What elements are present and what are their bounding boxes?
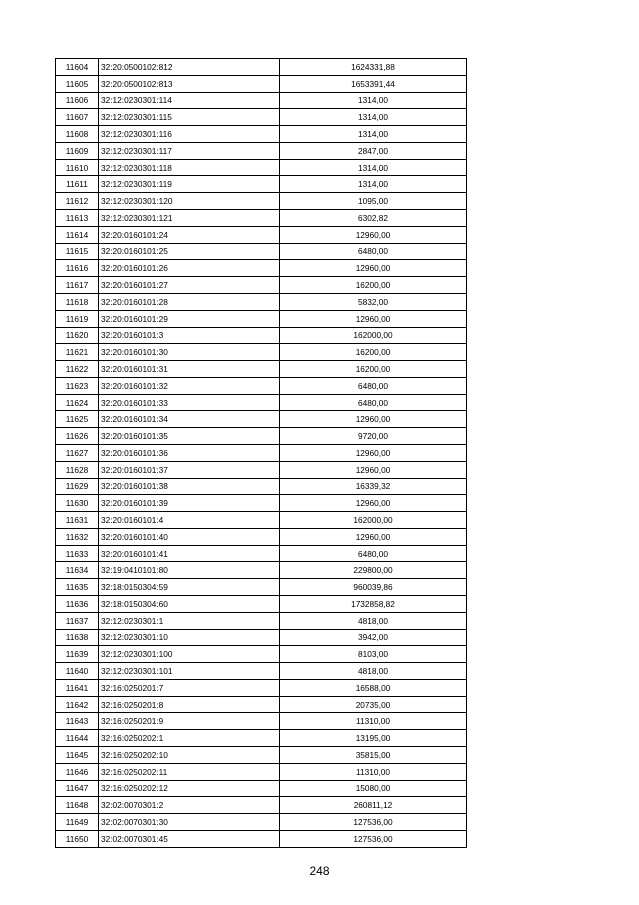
cadastral-number-cell: 32:20:0160101:41: [99, 545, 280, 562]
cadastral-value-cell: 12960,00: [280, 444, 467, 461]
table-row: [56, 780, 467, 797]
table-row: [56, 394, 467, 411]
cadastral-value-cell: 11310,00: [280, 713, 467, 730]
row-number-cell: 11622: [56, 361, 99, 378]
cadastral-value-cell: 16339,32: [280, 478, 467, 495]
cadastral-value-cell: 1624331,88: [280, 59, 467, 76]
cadastral-value-cell: 12960,00: [280, 495, 467, 512]
table-row: [56, 528, 467, 545]
table-row: [56, 512, 467, 529]
table-row: [56, 377, 467, 394]
row-number-cell: 11623: [56, 377, 99, 394]
row-number-cell: 11646: [56, 763, 99, 780]
cadastral-number-cell: 32:12:0230301:1: [99, 612, 280, 629]
row-number-cell: 11627: [56, 444, 99, 461]
cadastral-value-cell: 6480,00: [280, 243, 467, 260]
table-row: [56, 814, 467, 831]
table-row: [56, 646, 467, 663]
table-row: [56, 713, 467, 730]
row-number-cell: 11650: [56, 830, 99, 847]
row-number-cell: 11617: [56, 277, 99, 294]
row-number-cell: 11620: [56, 327, 99, 344]
table-row: [56, 495, 467, 512]
row-number-cell: 11614: [56, 226, 99, 243]
cadastral-value-cell: 1314,00: [280, 109, 467, 126]
table-row: [56, 109, 467, 126]
table-row: [56, 830, 467, 847]
cadastral-value-cell: 960039,86: [280, 579, 467, 596]
row-number-cell: 11644: [56, 730, 99, 747]
row-number-cell: 11635: [56, 579, 99, 596]
cadastral-number-cell: 32:16:0250201:8: [99, 696, 280, 713]
row-number-cell: 11634: [56, 562, 99, 579]
row-number-cell: 11609: [56, 142, 99, 159]
table-row: [56, 763, 467, 780]
cadastral-number-cell: 32:20:0160101:37: [99, 461, 280, 478]
row-number-cell: 11628: [56, 461, 99, 478]
cadastral-value-cell: 20735,00: [280, 696, 467, 713]
table-row: [56, 562, 467, 579]
cadastral-value-cell: 9720,00: [280, 428, 467, 445]
cadastral-value-cell: 35815,00: [280, 747, 467, 764]
cadastral-number-cell: 32:20:0160101:27: [99, 277, 280, 294]
table-row: [56, 411, 467, 428]
cadastral-value-cell: 16200,00: [280, 277, 467, 294]
cadastral-number-cell: 32:20:0160101:39: [99, 495, 280, 512]
table-row: [56, 92, 467, 109]
cadastral-value-cell: 1095,00: [280, 193, 467, 210]
cadastral-value-cell: 12960,00: [280, 260, 467, 277]
cadastral-number-cell: 32:12:0230301:118: [99, 159, 280, 176]
row-number-cell: 11611: [56, 176, 99, 193]
cadastral-number-cell: 32:16:0250202:12: [99, 780, 280, 797]
row-number-cell: 11640: [56, 663, 99, 680]
row-number-cell: 11645: [56, 747, 99, 764]
cadastral-number-cell: 32:02:0070301:2: [99, 797, 280, 814]
cadastral-number-cell: 32:12:0230301:116: [99, 126, 280, 143]
row-number-cell: 11621: [56, 344, 99, 361]
cadastral-number-cell: 32:12:0230301:117: [99, 142, 280, 159]
cadastral-number-cell: 32:19:0410101:80: [99, 562, 280, 579]
table-row: [56, 612, 467, 629]
cadastral-number-cell: 32:20:0160101:29: [99, 310, 280, 327]
cadastral-number-cell: 32:16:0250202:11: [99, 763, 280, 780]
row-number-cell: 11641: [56, 679, 99, 696]
cadastral-value-cell: 1314,00: [280, 159, 467, 176]
table-row: [56, 696, 467, 713]
cadastral-value-cell: 229800,00: [280, 562, 467, 579]
cadastral-value-table: [55, 58, 467, 848]
cadastral-value-cell: 12960,00: [280, 226, 467, 243]
row-number-cell: 11616: [56, 260, 99, 277]
cadastral-value-cell: 6302,82: [280, 210, 467, 227]
table-row: [56, 747, 467, 764]
cadastral-value-cell: 4818,00: [280, 612, 467, 629]
table-row: [56, 596, 467, 613]
cadastral-value-cell: 6480,00: [280, 394, 467, 411]
cadastral-value-cell: 1314,00: [280, 126, 467, 143]
cadastral-number-cell: 32:12:0230301:114: [99, 92, 280, 109]
table-row: [56, 159, 467, 176]
cadastral-number-cell: 32:02:0070301:45: [99, 830, 280, 847]
row-number-cell: 11643: [56, 713, 99, 730]
cadastral-number-cell: 32:02:0070301:30: [99, 814, 280, 831]
cadastral-number-cell: 32:16:0250202:10: [99, 747, 280, 764]
table-row: [56, 344, 467, 361]
cadastral-number-cell: 32:12:0230301:120: [99, 193, 280, 210]
cadastral-number-cell: 32:20:0160101:3: [99, 327, 280, 344]
table-row: [56, 797, 467, 814]
page-number: 248: [309, 864, 330, 878]
table-row: [56, 629, 467, 646]
row-number-cell: 11606: [56, 92, 99, 109]
table-row: [56, 478, 467, 495]
cadastral-number-cell: 32:12:0230301:119: [99, 176, 280, 193]
table-row: [56, 327, 467, 344]
row-number-cell: 11639: [56, 646, 99, 663]
cadastral-number-cell: 32:18:0150304:59: [99, 579, 280, 596]
table-row: [56, 226, 467, 243]
table-row: [56, 277, 467, 294]
cadastral-value-cell: 260811,12: [280, 797, 467, 814]
cadastral-value-cell: 12960,00: [280, 461, 467, 478]
cadastral-number-cell: 32:20:0160101:33: [99, 394, 280, 411]
row-number-cell: 11649: [56, 814, 99, 831]
row-number-cell: 11642: [56, 696, 99, 713]
cadastral-number-cell: 32:20:0160101:24: [99, 226, 280, 243]
row-number-cell: 11647: [56, 780, 99, 797]
table-row: [56, 142, 467, 159]
cadastral-number-cell: 32:12:0230301:115: [99, 109, 280, 126]
row-number-cell: 11630: [56, 495, 99, 512]
table-row: [56, 730, 467, 747]
cadastral-number-cell: 32:20:0500102:813: [99, 75, 280, 92]
cadastral-value-cell: 127536,00: [280, 830, 467, 847]
table-row: [56, 461, 467, 478]
table-row: [56, 579, 467, 596]
table-row: [56, 193, 467, 210]
row-number-cell: 11612: [56, 193, 99, 210]
cadastral-value-cell: 11310,00: [280, 763, 467, 780]
cadastral-number-cell: 32:20:0160101:30: [99, 344, 280, 361]
row-number-cell: 11633: [56, 545, 99, 562]
cadastral-number-cell: 32:12:0230301:121: [99, 210, 280, 227]
table-row: [56, 361, 467, 378]
row-number-cell: 11636: [56, 596, 99, 613]
cadastral-number-cell: 32:16:0250202:1: [99, 730, 280, 747]
table-row: [56, 444, 467, 461]
cadastral-value-cell: 6480,00: [280, 377, 467, 394]
table-body: [56, 59, 467, 848]
cadastral-value-cell: 6480,00: [280, 545, 467, 562]
table-row: [56, 243, 467, 260]
row-number-cell: 11608: [56, 126, 99, 143]
cadastral-number-cell: 32:20:0160101:36: [99, 444, 280, 461]
cadastral-value-cell: 12960,00: [280, 411, 467, 428]
cadastral-value-cell: 16588,00: [280, 679, 467, 696]
row-number-cell: 11626: [56, 428, 99, 445]
row-number-cell: 11648: [56, 797, 99, 814]
cadastral-value-cell: 15080,00: [280, 780, 467, 797]
cadastral-value-cell: 1732858,82: [280, 596, 467, 613]
cadastral-value-cell: 16200,00: [280, 361, 467, 378]
table-row: [56, 428, 467, 445]
row-number-cell: 11629: [56, 478, 99, 495]
table-row: [56, 75, 467, 92]
table-row: [56, 293, 467, 310]
cadastral-value-cell: 162000,00: [280, 327, 467, 344]
cadastral-value-cell: 13195,00: [280, 730, 467, 747]
cadastral-number-cell: 32:20:0160101:26: [99, 260, 280, 277]
table-row: [56, 679, 467, 696]
cadastral-value-cell: 1653391,44: [280, 75, 467, 92]
table-row: [56, 176, 467, 193]
row-number-cell: 11613: [56, 210, 99, 227]
cadastral-value-cell: 162000,00: [280, 512, 467, 529]
table-row: [56, 663, 467, 680]
row-number-cell: 11632: [56, 528, 99, 545]
row-number-cell: 11610: [56, 159, 99, 176]
table-row: [56, 210, 467, 227]
table-row: [56, 260, 467, 277]
table-row: [56, 310, 467, 327]
cadastral-value-cell: 3942,00: [280, 629, 467, 646]
cadastral-number-cell: 32:20:0160101:40: [99, 528, 280, 545]
table-row: [56, 59, 467, 76]
cadastral-value-cell: 1314,00: [280, 92, 467, 109]
cadastral-number-cell: 32:16:0250201:9: [99, 713, 280, 730]
row-number-cell: 11607: [56, 109, 99, 126]
table-row: [56, 126, 467, 143]
row-number-cell: 11625: [56, 411, 99, 428]
cadastral-value-cell: 5832,00: [280, 293, 467, 310]
cadastral-number-cell: 32:20:0160101:28: [99, 293, 280, 310]
cadastral-number-cell: 32:12:0230301:100: [99, 646, 280, 663]
cadastral-number-cell: 32:20:0160101:4: [99, 512, 280, 529]
cadastral-value-cell: 127536,00: [280, 814, 467, 831]
row-number-cell: 11615: [56, 243, 99, 260]
cadastral-value-cell: 8103,00: [280, 646, 467, 663]
row-number-cell: 11604: [56, 59, 99, 76]
cadastral-value-cell: 4818,00: [280, 663, 467, 680]
cadastral-number-cell: 32:20:0160101:31: [99, 361, 280, 378]
row-number-cell: 11637: [56, 612, 99, 629]
cadastral-value-cell: 12960,00: [280, 310, 467, 327]
cadastral-number-cell: 32:20:0160101:34: [99, 411, 280, 428]
row-number-cell: 11631: [56, 512, 99, 529]
cadastral-number-cell: 32:20:0160101:25: [99, 243, 280, 260]
cadastral-number-cell: 32:12:0230301:10: [99, 629, 280, 646]
row-number-cell: 11638: [56, 629, 99, 646]
cadastral-number-cell: 32:20:0500102:812: [99, 59, 280, 76]
row-number-cell: 11624: [56, 394, 99, 411]
cadastral-value-cell: 1314,00: [280, 176, 467, 193]
cadastral-number-cell: 32:20:0160101:35: [99, 428, 280, 445]
cadastral-value-cell: 16200,00: [280, 344, 467, 361]
row-number-cell: 11619: [56, 310, 99, 327]
cadastral-number-cell: 32:16:0250201:7: [99, 679, 280, 696]
cadastral-number-cell: 32:12:0230301:101: [99, 663, 280, 680]
cadastral-value-cell: 12960,00: [280, 528, 467, 545]
row-number-cell: 11618: [56, 293, 99, 310]
cadastral-number-cell: 32:20:0160101:38: [99, 478, 280, 495]
cadastral-value-cell: 2847,00: [280, 142, 467, 159]
cadastral-number-cell: 32:18:0150304:60: [99, 596, 280, 613]
table-row: [56, 545, 467, 562]
row-number-cell: 11605: [56, 75, 99, 92]
cadastral-number-cell: 32:20:0160101:32: [99, 377, 280, 394]
